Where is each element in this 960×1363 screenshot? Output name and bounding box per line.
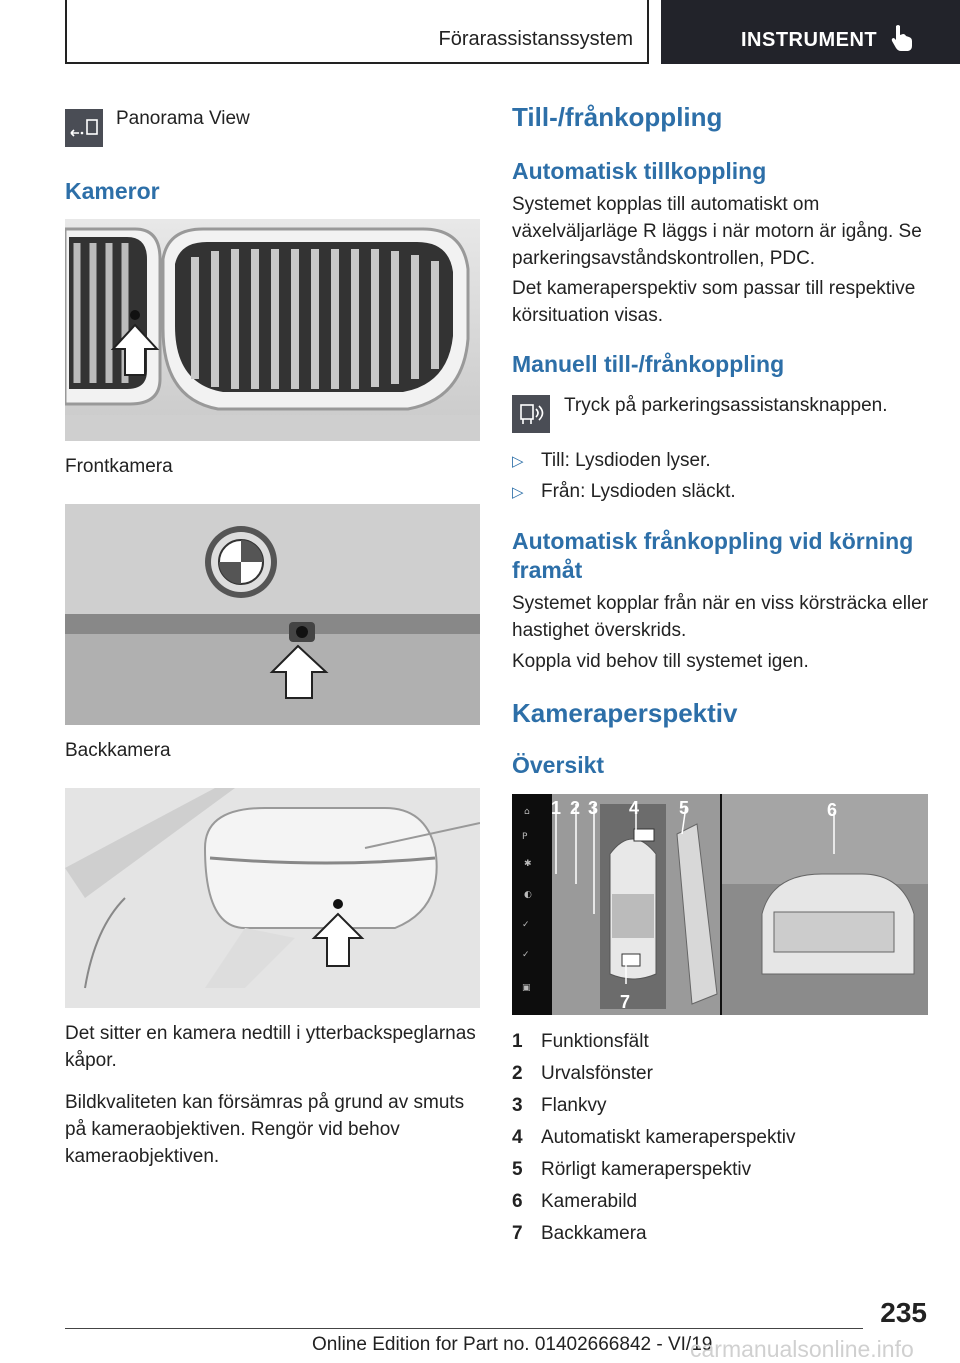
svg-text:✱: ✱: [524, 859, 532, 869]
heading-manual: Manuell till-/frånkoppling: [512, 351, 785, 377]
page-number: 235: [880, 1297, 927, 1328]
footer-divider: [65, 1328, 863, 1329]
paragraph-mirror-cameras: Det sitter en kamera nedtill i ytterbackspeglarnas kåpor.: [65, 1023, 476, 1071]
paragraph-auto-on-2: Det kameraperspektiv som passar till respektive körsituation visas.: [512, 278, 916, 326]
caption-rear-camera: Backkamera: [65, 740, 171, 761]
heading-camera-perspective: Kameraperspektiv: [512, 698, 738, 728]
bullet-on: ▷ Till: Lysdioden lyser.: [512, 450, 711, 471]
rear-camera-photo: [65, 504, 480, 725]
legend-item: 7 Backkamera: [512, 1223, 647, 1244]
legend-item: 5 Rörligt kameraperspektiv: [512, 1159, 752, 1180]
callout-1: 1: [551, 798, 562, 818]
front-camera-photo: [65, 219, 480, 441]
parking-assist-button-icon: [512, 395, 550, 433]
footer-edition: Online Edition for Part no. 01402666842 - VI/19: [312, 1334, 713, 1355]
callout-3: 3: [588, 798, 599, 818]
heading-auto-on: Automatisk tillkoppling: [512, 158, 767, 184]
callout-5: 5: [679, 798, 690, 818]
bullet-triangle-icon: ▷: [512, 484, 524, 501]
paragraph-auto-off-2: Koppla vid behov till systemet igen.: [512, 651, 809, 672]
legend-item: 4 Automatiskt kameraperspektiv: [512, 1127, 796, 1148]
paragraph-manual: Tryck på parkeringsassistansknappen.: [564, 395, 888, 416]
heading-overview: Översikt: [512, 752, 605, 778]
callout-4: 4: [629, 798, 640, 818]
svg-text:⌂: ⌂: [524, 807, 530, 817]
svg-text:◐: ◐: [524, 890, 532, 900]
paragraph-auto-off-1: Systemet kopplar från när en viss körsträcka eller hastighet överskrids.: [512, 593, 929, 641]
heading-cameras: Kameror: [65, 178, 160, 204]
legend-item: 1 Funktionsfält: [512, 1031, 649, 1052]
hand-pointer-icon: [891, 24, 915, 52]
callout-6: 6: [827, 800, 838, 820]
heading-on-off: Till-/frånkoppling: [512, 102, 723, 132]
heading-auto-off: Automatisk frånkoppling vid körning framåt: [512, 528, 914, 583]
overview-screen-figure: [512, 794, 928, 1015]
svg-text:✓: ✓: [522, 920, 530, 930]
footer-watermark: carmanualsonline.info: [690, 1336, 914, 1362]
paragraph-auto-on-1: Systemet kopplas till automatiskt om växelväljarläge R läggs i när motorn är igång. Se parkeringsavståndskontrollen, PDC.: [512, 194, 922, 269]
legend-item: 3 Flankvy: [512, 1095, 607, 1116]
header-section-title: Förarassistanssystem: [438, 28, 633, 50]
header-section-box: [65, 0, 649, 64]
svg-text:▣: ▣: [522, 983, 531, 993]
panorama-view-icon: [65, 109, 103, 147]
callout-7: 7: [620, 992, 631, 1012]
legend-item: 2 Urvalsfönster: [512, 1063, 653, 1084]
bullet-off: ▷ Från: Lysdioden släckt.: [512, 481, 736, 502]
caption-front-camera: Frontkamera: [65, 456, 173, 477]
callout-2: 2: [570, 798, 581, 818]
paragraph-image-quality: Bildkvaliteten kan försämras på grund av smuts på kameraobjektiven. Rengör vid behov kameraobjektiven.: [65, 1092, 465, 1167]
mirror-camera-photo: [65, 788, 480, 1008]
bullet-triangle-icon: ▷: [512, 453, 524, 470]
header-chapter-title: INSTRUMENT: [741, 29, 878, 51]
svg-text:✓: ✓: [522, 950, 530, 960]
legend-item: 6 Kamerabild: [512, 1191, 638, 1212]
svg-text:P: P: [522, 832, 528, 842]
panorama-view-label: Panorama View: [116, 108, 250, 129]
header-chapter-box: [661, 0, 960, 64]
